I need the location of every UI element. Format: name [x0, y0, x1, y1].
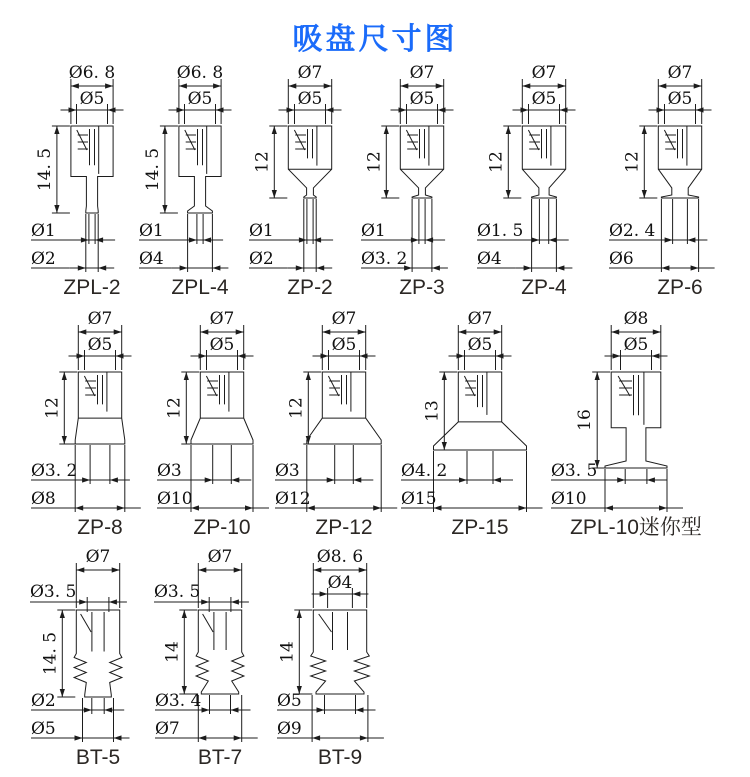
dim-height: 14. 5 — [142, 147, 163, 192]
dim-bottom-large: Ø4 — [477, 249, 502, 269]
diagram-ZP-8 — [28, 310, 154, 542]
cup-internal-detail — [328, 372, 351, 412]
diagram-ZPL-4 — [136, 64, 246, 302]
dim-height: 12 — [252, 151, 273, 173]
model-label: ZPL-2 — [63, 276, 121, 299]
dim-top-inner: Ø5 — [409, 89, 435, 109]
dim-bottom-small: Ø1 — [31, 221, 56, 241]
dim-top-outer: Ø7 — [531, 63, 557, 83]
dim-top-inner: Ø5 — [209, 335, 235, 355]
dim-top-outer: Ø7 — [409, 63, 435, 83]
dim-bottom-large: Ø6 — [609, 249, 634, 269]
dim-bottom-large: Ø9 — [277, 719, 302, 739]
dim-top-outer: Ø8. 6 — [316, 547, 364, 567]
dim-bottom-small: Ø5 — [277, 691, 302, 711]
dim-top-outer: Ø7 — [331, 309, 357, 329]
model-label: BT-7 — [197, 746, 243, 769]
diagram-ZP-3 — [358, 64, 474, 302]
diagram-row-3 — [28, 548, 750, 772]
model-label: ZP-10 — [193, 516, 251, 539]
cup-outline — [434, 372, 527, 450]
model-label: ZP-2 — [287, 276, 333, 299]
dim-bottom-small: Ø3 — [275, 461, 300, 481]
cup-internal-detail — [528, 126, 551, 166]
dim-bottom-small: Ø1. 5 — [477, 221, 524, 241]
diagram-row-1 — [28, 64, 750, 302]
dim-bottom-large: Ø2 — [31, 249, 56, 269]
cup-outline — [307, 372, 381, 444]
dim-bottom-small: Ø1 — [361, 221, 386, 241]
dim-height: 14 — [162, 641, 183, 663]
diagram-BT-9 — [274, 548, 394, 772]
dim-height: 12 — [164, 397, 185, 419]
dim-bottom-small: Ø2. 4 — [609, 221, 656, 241]
model-label: ZPL-10迷你型 — [570, 516, 702, 539]
model-label: ZP-6 — [657, 276, 703, 299]
cup-internal-detail — [81, 612, 105, 652]
diagram-ZP-12 — [272, 310, 398, 542]
cup-internal-detail — [84, 372, 107, 412]
cup-internal-detail — [406, 126, 429, 166]
dim-top-inner: Ø5 — [331, 335, 357, 355]
diagram-ZPL-2 — [28, 64, 136, 302]
dimension-lines — [249, 79, 342, 272]
dimension-lines — [551, 325, 683, 512]
cup-internal-detail — [664, 126, 687, 166]
dim-top-outer: Ø7 — [667, 63, 693, 83]
dim-bottom-large: Ø10 — [157, 489, 193, 509]
cup-outline — [311, 610, 370, 694]
diagram-ZP-2 — [246, 64, 358, 302]
diagram-ZP-4 — [474, 64, 606, 302]
dim-bottom-small: Ø3. 5 — [551, 461, 598, 481]
dim-side: Ø3. 5 — [30, 582, 77, 602]
diagram-ZP-15 — [398, 310, 548, 542]
dim-height: 16 — [575, 409, 596, 431]
dim-bottom-large: Ø15 — [401, 489, 437, 509]
dim-height: 12 — [42, 397, 63, 419]
dim-height: 12 — [486, 151, 507, 173]
diagram-BT-5 — [28, 548, 152, 772]
dim-bottom-large: Ø2 — [249, 249, 274, 269]
dim-top-outer: Ø8 — [623, 309, 649, 329]
dim-bottom-large: Ø4 — [139, 249, 164, 269]
cup-internal-detail — [319, 612, 348, 650]
cup-outline — [288, 126, 331, 198]
dim-height: 12 — [364, 151, 385, 173]
diagram-row-2 — [28, 310, 750, 542]
model-label: ZPL-4 — [171, 276, 229, 299]
dim-top-outer: Ø6. 8 — [176, 63, 224, 83]
cup-internal-detail — [203, 612, 227, 650]
dim-height: 14. 5 — [34, 147, 55, 192]
cup-outline — [605, 372, 667, 468]
dim-top-inner: Ø5 — [467, 335, 493, 355]
page-title: 吸盘尺寸图 — [292, 23, 458, 56]
dim-bottom-small: Ø3 — [157, 461, 182, 481]
model-label: ZP-3 — [399, 276, 445, 299]
cup-internal-detail — [464, 372, 487, 415]
cup-outline — [75, 372, 125, 444]
diagram-grid — [0, 64, 750, 772]
dim-bottom-large: Ø7 — [155, 719, 180, 739]
cup-internal-detail — [185, 126, 207, 174]
cup-outline — [191, 372, 253, 444]
dimension-lines — [361, 79, 454, 272]
cup-outline — [400, 126, 443, 198]
dim-height: 14. 5 — [40, 631, 61, 676]
dim-top-inner: Ø4 — [327, 573, 353, 593]
dim-height: 12 — [286, 397, 307, 419]
dim-bottom-small: Ø1 — [139, 221, 164, 241]
dim-bottom-large: Ø12 — [275, 489, 311, 509]
dim-bottom-large: Ø10 — [551, 489, 587, 509]
dim-top-inner: Ø5 — [187, 89, 213, 109]
dim-top-outer: Ø7 — [467, 309, 493, 329]
cup-outline — [179, 126, 221, 213]
dim-bottom-small: Ø3. 4 — [155, 691, 202, 711]
dim-bottom-large: Ø5 — [31, 719, 56, 739]
cup-outline — [658, 126, 701, 198]
dim-bottom-large: Ø3. 2 — [361, 249, 408, 269]
dim-side: Ø3. 5 — [154, 582, 201, 602]
cup-outline — [196, 610, 244, 694]
dim-bottom-small: Ø2 — [31, 691, 56, 711]
model-label: ZP-15 — [451, 516, 509, 539]
cup-internal-detail — [294, 126, 317, 166]
cup-outline — [71, 126, 113, 213]
dim-top-inner: Ø5 — [667, 89, 693, 109]
dim-top-outer: Ø7 — [87, 309, 113, 329]
dim-height: 12 — [622, 151, 643, 173]
diagram-ZPL-10迷你型 — [548, 310, 734, 542]
dim-top-outer: Ø7 — [297, 63, 323, 83]
model-label: ZP-12 — [315, 516, 373, 539]
cup-internal-detail — [77, 126, 99, 174]
cup-outline — [522, 126, 565, 198]
model-label: ZP-8 — [77, 516, 123, 539]
dim-height: 13 — [422, 400, 443, 422]
dim-bottom-small: Ø3. 2 — [31, 461, 78, 481]
model-label: BT-9 — [317, 746, 363, 769]
cup-internal-detail — [618, 372, 644, 425]
diagram-ZP-10 — [154, 310, 272, 542]
dim-top-inner: Ø5 — [531, 89, 557, 109]
dim-top-inner: Ø5 — [79, 89, 105, 109]
model-label: BT-5 — [75, 746, 121, 769]
dim-top-outer: Ø7 — [85, 547, 111, 567]
dim-top-outer: Ø7 — [209, 309, 235, 329]
dim-top-outer: Ø6. 8 — [68, 63, 116, 83]
dimension-lines — [609, 79, 715, 272]
dim-top-inner: Ø5 — [623, 335, 649, 355]
dim-top-outer: Ø7 — [207, 547, 233, 567]
cup-outline — [74, 610, 122, 697]
dim-height: 14 — [277, 641, 298, 663]
diagram-ZP-6 — [606, 64, 748, 302]
cup-internal-detail — [206, 372, 229, 412]
diagram-BT-7 — [152, 548, 274, 772]
dim-bottom-large: Ø8 — [31, 489, 56, 509]
dim-bottom-small: Ø1 — [249, 221, 274, 241]
dim-top-inner: Ø5 — [297, 89, 323, 109]
model-label: ZP-4 — [521, 276, 567, 299]
dim-top-inner: Ø5 — [87, 335, 113, 355]
dim-bottom-small: Ø4. 2 — [401, 461, 448, 481]
